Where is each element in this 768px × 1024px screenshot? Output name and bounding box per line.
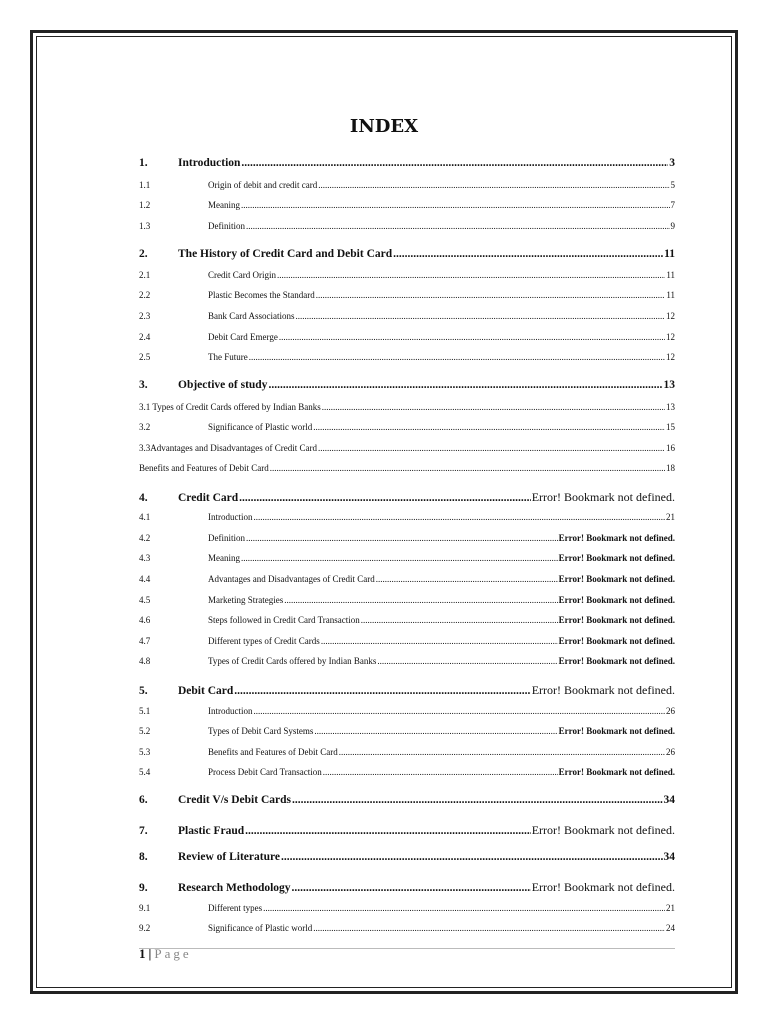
toc-entry-title: Review of Literature: [178, 851, 280, 863]
toc-entry-page: 13: [666, 402, 675, 412]
toc-entry-page: Error! Bookmark not defined.: [531, 683, 675, 697]
toc-entry-subsection[interactable]: [139, 595, 675, 609]
toc-entry-page: 5: [670, 180, 675, 190]
toc-entry-page: 11: [664, 248, 675, 260]
toc-dot-leader: [314, 726, 557, 736]
toc-entry-number: 9.: [139, 882, 148, 894]
toc-entry-number: 1.3: [139, 221, 151, 231]
toc-entry-page: Error! Bookmark not defined.: [558, 615, 675, 625]
toc-dot-leader: [241, 553, 558, 563]
toc-entry-page: Error! Bookmark not defined.: [558, 726, 675, 736]
toc-entry-title: Types of Debit Card Systems: [208, 726, 314, 736]
toc-dot-leader: [313, 422, 665, 432]
toc-entry-page: Error! Bookmark not defined.: [531, 490, 675, 504]
toc-entry-subsection[interactable]: [139, 402, 675, 416]
toc-entry-number: 5.4: [139, 767, 151, 777]
toc-entry-subsection[interactable]: [139, 767, 675, 781]
toc-entry-title: Plastic Fraud: [178, 825, 245, 837]
toc-entry-number: 9.1: [139, 903, 151, 913]
toc-entry-subsection[interactable]: [139, 270, 675, 284]
toc-entry-page: 15: [666, 422, 675, 432]
toc-entry-title: The Future: [208, 352, 248, 362]
toc-dot-leader: [284, 595, 557, 605]
toc-entry-page: 12: [666, 352, 675, 362]
toc-entry-number: 1.: [139, 157, 148, 169]
toc-entry-title: Introduction: [178, 157, 241, 169]
toc-entry-number: 2.1: [139, 270, 151, 280]
toc-entry-number: 3.2: [139, 422, 151, 432]
toc-entry-title: Introduction: [208, 706, 253, 716]
toc-entry-subsection[interactable]: [139, 615, 675, 629]
toc-entry-page: 24: [666, 923, 675, 933]
toc-dot-leader: [361, 615, 558, 625]
toc-entry-number: 2.: [139, 248, 148, 260]
toc-entry-number: 4.3: [139, 553, 151, 563]
toc-entry-number: 8.: [139, 851, 148, 863]
toc-entry-subsection[interactable]: [139, 463, 675, 477]
toc-dot-leader: [292, 794, 663, 806]
toc-entry-page: 21: [666, 903, 675, 913]
toc-dot-leader: [279, 332, 665, 342]
toc-dot-leader: [313, 923, 665, 933]
toc-dot-leader: [292, 882, 531, 894]
toc-dot-leader: [246, 221, 670, 231]
toc-entry-number: 4.8: [139, 656, 151, 666]
toc-entry-section[interactable]: [139, 379, 675, 397]
toc-entry-page: Error! Bookmark not defined.: [558, 767, 675, 777]
toc-dot-leader: [249, 352, 665, 362]
toc-entry-page: Error! Bookmark not defined.: [558, 574, 675, 584]
toc-entry-page: 21: [666, 512, 675, 522]
toc-entry-number: 4.5: [139, 595, 151, 605]
toc-entry-subsection[interactable]: [139, 706, 675, 720]
toc-dot-leader: [318, 180, 669, 190]
toc-dot-leader: [393, 248, 663, 260]
toc-entry-subsection[interactable]: [139, 352, 675, 366]
toc-entry-title: Advantages and Disadvantages of Credit Card: [208, 574, 375, 584]
toc-dot-leader: [239, 492, 531, 504]
toc-entry-title: Debit Card Emerge: [208, 332, 278, 342]
toc-entry-title: 3.1 Types of Credit Cards offered by Indian Banks: [139, 402, 321, 412]
toc-entry-page: 12: [666, 311, 675, 321]
toc-entry-subsection[interactable]: [139, 923, 675, 937]
toc-entry-number: 1.2: [139, 200, 151, 210]
toc-entry-title: Definition: [208, 221, 245, 231]
toc-entry-number: 6.: [139, 794, 148, 806]
toc-entry-section[interactable]: [139, 248, 675, 266]
toc-entry-title: Meaning: [208, 553, 240, 563]
toc-entry-page: 26: [666, 747, 675, 757]
footer-separator: |: [148, 946, 152, 961]
toc-entry-subsection[interactable]: [139, 512, 675, 526]
toc-entry-subsection[interactable]: [139, 903, 675, 917]
toc-entry-title: The History of Credit Card and Debit Card: [178, 248, 393, 260]
toc-dot-leader: [377, 656, 557, 666]
toc-entry-title: Different types: [208, 903, 263, 913]
toc-dot-leader: [376, 574, 558, 584]
toc-entry-page: 9: [670, 221, 675, 231]
toc-entry-number: 5.3: [139, 747, 151, 757]
toc-entry-number: 5.1: [139, 706, 151, 716]
toc-entry-title: Credit Card Origin: [208, 270, 276, 280]
toc-entry-page: 16: [666, 443, 675, 453]
toc-entry-title: Significance of Plastic world: [208, 923, 313, 933]
toc-entry-subsection[interactable]: [139, 311, 675, 325]
toc-dot-leader: [322, 402, 665, 412]
toc-dot-leader: [281, 851, 663, 863]
toc-entry-title: Marketing Strategies: [208, 595, 284, 605]
toc-entry-title: Research Methodology: [178, 882, 291, 894]
toc-dot-leader: [296, 311, 666, 321]
toc-entry-title: Different types of Credit Cards: [208, 636, 320, 646]
toc-entry-number: 4.7: [139, 636, 151, 646]
toc-entry-subsection[interactable]: [139, 200, 675, 214]
toc-entry-title: Credit Card: [178, 492, 239, 504]
toc-entry-section[interactable]: [139, 157, 675, 175]
toc-entry-page: 34: [663, 851, 675, 863]
toc-entry-section[interactable]: [139, 683, 675, 701]
toc-entry-title: Benefits and Features of Debit Card: [139, 463, 269, 473]
toc-entry-subsection[interactable]: [139, 636, 675, 650]
toc-entry-page: 18: [666, 463, 675, 473]
toc-entry-title: Types of Credit Cards offered by Indian Banks: [208, 656, 377, 666]
toc-dot-leader: [268, 379, 662, 391]
toc-entry-number: 4.4: [139, 574, 151, 584]
toc-entry-title: Steps followed in Credit Card Transaction: [208, 615, 360, 625]
toc-entry-number: 2.3: [139, 311, 151, 321]
toc-entry-title: Benefits and Features of Debit Card: [208, 747, 338, 757]
toc-dot-leader: [316, 290, 666, 300]
toc-dot-leader: [234, 685, 530, 697]
toc-dot-leader: [339, 747, 665, 757]
toc-entry-number: 7.: [139, 825, 148, 837]
toc-entry-subsection[interactable]: [139, 533, 675, 547]
toc-entry-page: 12: [666, 332, 675, 342]
toc-dot-leader: [270, 463, 665, 473]
toc-entry-number: 4.2: [139, 533, 151, 543]
toc-entry-page: Error! Bookmark not defined.: [558, 533, 675, 543]
toc-entry-title: Process Debit Card Transaction: [208, 767, 322, 777]
toc-entry-title: Plastic Becomes the Standard: [208, 290, 315, 300]
toc-dot-leader: [277, 270, 665, 280]
page-footer: [139, 946, 192, 962]
toc-entry-subsection[interactable]: [139, 553, 675, 567]
toc-dot-leader: [254, 512, 666, 522]
index-title: INDEX: [349, 116, 419, 137]
toc-entry-page: 34: [663, 794, 675, 806]
toc-entry-number: 4.1: [139, 512, 151, 522]
toc-entry-section[interactable]: [139, 794, 675, 812]
toc-dot-leader: [246, 533, 558, 543]
toc-dot-leader: [241, 157, 668, 169]
toc-entry-number: 9.2: [139, 923, 151, 933]
toc-entry-subsection[interactable]: [139, 180, 675, 194]
toc-dot-leader: [263, 903, 665, 913]
toc-entry-title: Credit V/s Debit Cards: [178, 794, 291, 806]
toc-entry-page: Error! Bookmark not defined.: [531, 823, 675, 837]
toc-entry-subsection[interactable]: [139, 221, 675, 235]
toc-entry-title: Definition: [208, 533, 245, 543]
toc-entry-section[interactable]: [139, 880, 675, 898]
toc-entry-page: Error! Bookmark not defined.: [558, 636, 675, 646]
toc-entry-page: 3: [669, 157, 675, 169]
toc-entry-title: Significance of Plastic world: [208, 422, 313, 432]
toc-dot-leader: [254, 706, 666, 716]
toc-entry-title: Objective of study: [178, 379, 268, 391]
toc-entry-number: 2.4: [139, 332, 151, 342]
toc-dot-leader: [318, 443, 665, 453]
footer-rule: [139, 948, 675, 949]
toc-entry-title: Bank Card Associations: [208, 311, 295, 321]
toc-entry-page: 7: [670, 200, 675, 210]
toc-dot-leader: [245, 825, 531, 837]
toc-entry-number: 5.: [139, 685, 148, 697]
toc-entry-number: 1.1: [139, 180, 151, 190]
toc-entry-number: 4.: [139, 492, 148, 504]
footer-page-label: Page: [154, 946, 192, 961]
toc-entry-page: 26: [666, 706, 675, 716]
toc-entry-number: 5.2: [139, 726, 151, 736]
toc-entry-page: Error! Bookmark not defined.: [531, 880, 675, 894]
toc-entry-subsection[interactable]: [139, 656, 675, 670]
toc-entry-subsection[interactable]: [139, 443, 675, 457]
toc-dot-leader: [321, 636, 558, 646]
toc-entry-page: 11: [666, 270, 675, 280]
toc-entry-page: Error! Bookmark not defined.: [558, 595, 675, 605]
toc-entry-page: 13: [663, 379, 675, 391]
toc-entry-number: 2.2: [139, 290, 151, 300]
toc-entry-subsection[interactable]: [139, 332, 675, 346]
toc-entry-page: 11: [666, 290, 675, 300]
toc-entry-page: Error! Bookmark not defined.: [558, 656, 675, 666]
toc-entry-title: Origin of debit and credit card: [208, 180, 318, 190]
toc-entry-subsection[interactable]: [139, 747, 675, 761]
toc-dot-leader: [241, 200, 670, 210]
toc-entry-section[interactable]: [139, 490, 675, 508]
toc-entry-section[interactable]: [139, 823, 675, 841]
toc-entry-page: Error! Bookmark not defined.: [558, 553, 675, 563]
toc-entry-subsection[interactable]: [139, 290, 675, 304]
footer-page-number: 1: [139, 946, 146, 961]
toc-entry-title: Introduction: [208, 512, 253, 522]
toc-entry-subsection[interactable]: [139, 726, 675, 740]
toc-entry-section[interactable]: [139, 851, 675, 869]
toc-entry-title: Debit Card: [178, 685, 234, 697]
toc-entry-subsection[interactable]: [139, 574, 675, 588]
toc-entry-title: 3.3Advantages and Disadvantages of Credit Card: [139, 443, 317, 453]
toc-entry-number: 4.6: [139, 615, 151, 625]
toc-entry-subsection[interactable]: [139, 422, 675, 436]
toc-entry-number: 2.5: [139, 352, 151, 362]
toc-entry-number: 3.: [139, 379, 148, 391]
toc-dot-leader: [323, 767, 558, 777]
toc-entry-title: Meaning: [208, 200, 240, 210]
